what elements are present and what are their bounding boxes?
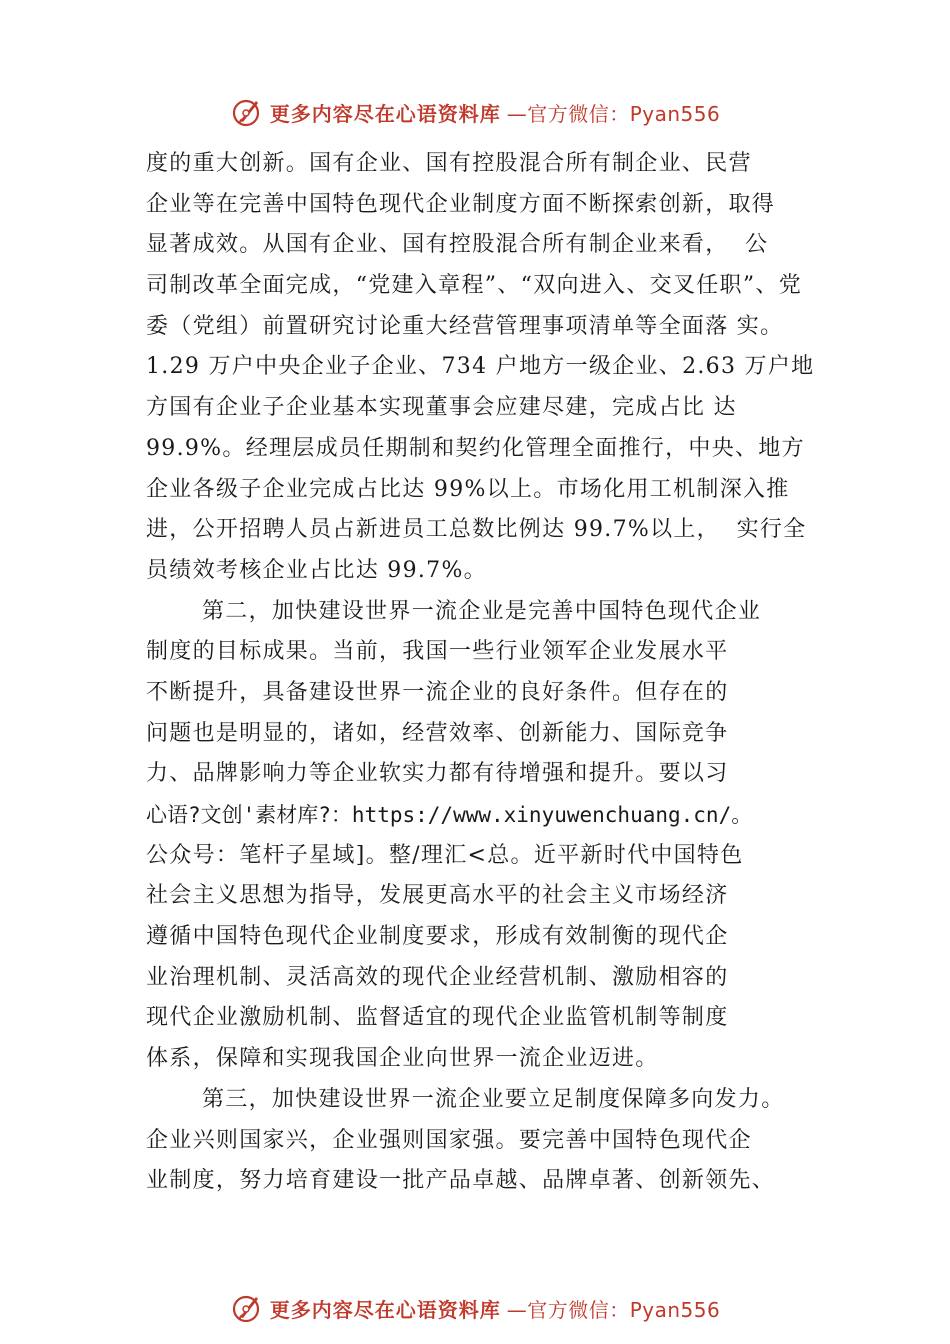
quill-logo-icon [230, 95, 264, 129]
text-line: 第二，加快建设世界一流企业是完善中国特色现代企业 [202, 598, 762, 624]
text-line: 企业各级子企业完成占比达 99%以上。市场化用工机制深入推 [146, 476, 790, 502]
text-line: 遵循中国特色现代企业制度要求，形成有效制衡的现代企 [146, 924, 729, 950]
text-line: 1.29 万户中央企业子企业、734 户地方一级企业、2.63 万户地 [146, 354, 815, 380]
footer-banner-title: 更多内容尽在心语资料库 [269, 1297, 501, 1322]
text-line: 体系，保障和实现我国企业向世界一流企业迈进。 [146, 1046, 659, 1072]
quill-logo-icon [230, 1291, 264, 1325]
text-line: 公众号：笔杆子星域]。整/理汇<总。近平新时代中国特色 [146, 842, 744, 868]
text-line: 社会主义思想为指导，发展更高水平的社会主义市场经济 [146, 883, 729, 909]
text-line: 心语?文创'素材库?：https://www.xinyuwenchuang.cn/。 [146, 803, 753, 827]
text-line: 显著成效。从国有企业、国有控股混合所有制企业来看， 公 [146, 232, 769, 258]
text-line: 第三，加快建设世界一流企业要立足制度保障多向发力。 [202, 1086, 785, 1112]
footer-banner [0, 1288, 950, 1328]
header-banner-contact: —官方微信：Pyan556 [506, 101, 721, 126]
text-line: 99.9%。经理层成员任期制和契约化管理全面推行，中央、地方 [146, 435, 805, 461]
text-line: 现代企业激励机制、监督适宜的现代企业监管机制等制度 [146, 1005, 729, 1031]
header-banner-title: 更多内容尽在心语资料库 [269, 101, 501, 126]
paragraph-1 [146, 144, 846, 592]
text-line: 力、品牌影响力等企业软实力都有待增强和提升。要以习 [146, 761, 729, 787]
text-line: 度的重大创新。国有企业、国有控股混合所有制企业、民营 [146, 151, 752, 176]
text-line: 进，公开招聘人员占新进员工总数比例达 99.7%以上， 实行全 [146, 517, 807, 543]
header-banner [0, 92, 950, 132]
text-line: 司制改革全面完成，“党建入章程”、“双向进入、交叉任职”、党 [146, 273, 802, 299]
text-line: 员绩效考核企业占比达 99.7%。 [146, 557, 487, 583]
text-line: 业制度，努力培育建设一批产品卓越、品牌卓著、创新领先、 [146, 1168, 776, 1194]
text-line: 企业等在完善中国特色现代企业制度方面不断探索创新，取得 [146, 191, 776, 217]
paragraph-2 [146, 592, 846, 1080]
text-line: 业治理机制、灵活高效的现代企业经营机制、激励相容的 [146, 964, 729, 990]
text-line: 制度的目标成果。当前，我国一些行业领军企业发展水平 [146, 639, 729, 665]
text-line: 不断提升，具备建设世界一流企业的良好条件。但存在的 [146, 679, 729, 705]
text-line: 方国有企业子企业基本实现董事会应建尽建，完成占比 达 [146, 395, 737, 421]
document-body [146, 144, 846, 1202]
text-line: 问题也是明显的，诸如，经营效率、创新能力、国际竞争 [146, 720, 729, 746]
paragraph-3 [146, 1080, 846, 1202]
footer-banner-contact: —官方微信：Pyan556 [506, 1297, 721, 1322]
text-line: 企业兴则国家兴，企业强则国家强。要完善中国特色现代企 [146, 1127, 752, 1153]
text-line: 委（党组）前置研究讨论重大经营管理事项清单等全面落 实。 [146, 313, 784, 339]
